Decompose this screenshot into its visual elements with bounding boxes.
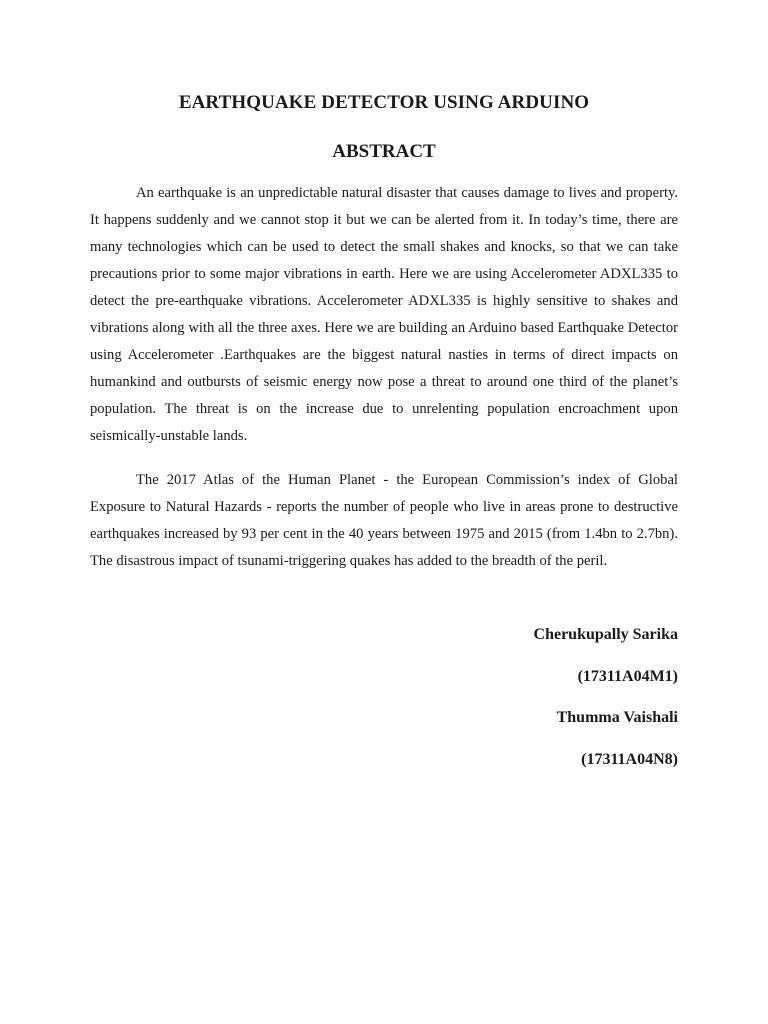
- document-title: EARTHQUAKE DETECTOR USING ARDUINO: [178, 92, 590, 113]
- author-name-2: Thumma Vaishali: [556, 709, 678, 726]
- author-block: [534, 620, 678, 786]
- author-name-1: Cherukupally Sarika: [533, 626, 678, 643]
- abstract-paragraph-1: An earthquake is an unpredictable natural disaster that causes damage to lives and property. It happens suddenly and we cannot stop it but we can be alerted from it. In today’s time, there are many technologies which can be used to detect the small shakes and knocks, so that we can take precautions prior to some major vibrations in earth. Here we are using Accelerometer ADXL335 to detect the pre-earthquake vibrations. Accelerometer ADXL335 is highly sensitive to shakes and vibrations along with all the three axes. Here we are building an Arduino based Earthquake Detector using Accelerometer .Earthquakes are the biggest natural nasties in terms of direct impacts on humankind and outbursts of seismic energy now pose a threat to around one third of the planet’s population. The threat is on the increase due to unrelenting population encroachment upon seismically-unstable lands.: [90, 185, 678, 444]
- author-roll-number-2: (17311A04N8): [581, 750, 678, 768]
- abstract-heading: ABSTRACT: [332, 141, 436, 162]
- abstract-paragraph-2: The 2017 Atlas of the Human Planet - the European Commission’s index of Global Exposure to Natural Hazards - reports the number of people who live in areas prone to destructive earthquakes increased by 93 per cent in the 40 years between 1975 and 2015 (from 1.4bn to 2.7bn). The disastrous impact of tsunami-triggering quakes has added to the breadth of the peril.: [90, 472, 678, 569]
- author-roll-number-1: (17311A04M1): [577, 667, 678, 685]
